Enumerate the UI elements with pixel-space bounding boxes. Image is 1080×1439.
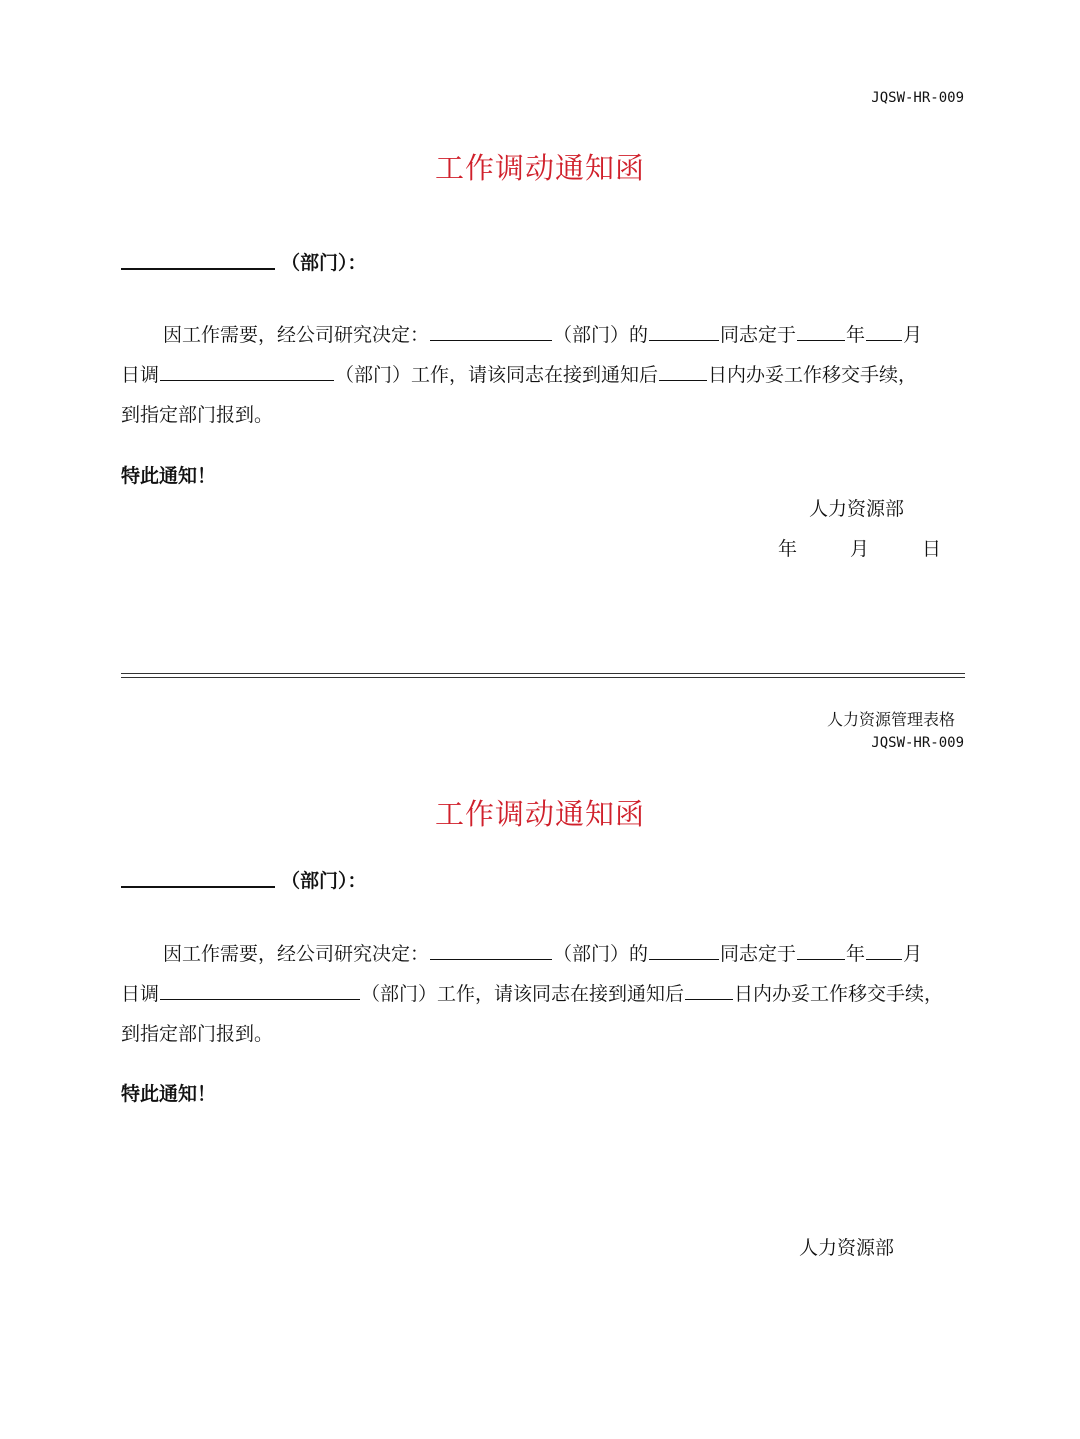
- line2-suffix-2: 日内办妥工作移交手续，: [734, 983, 944, 1005]
- date-month-label: 月: [850, 538, 870, 560]
- signer: 人力资源部: [809, 498, 905, 520]
- line2-middle-2: （部门）工作，请该同志在接到通知后: [361, 983, 685, 1005]
- year-blank: [797, 321, 845, 341]
- line2-prefix: 日调: [121, 364, 160, 386]
- line2-prefix-2: 日调: [121, 983, 160, 1005]
- comrade-label: 同志定于: [720, 324, 797, 346]
- year-label-2: 年: [846, 943, 866, 965]
- addressee-dept-blank: [121, 267, 275, 270]
- date-day-label: 日: [922, 538, 942, 560]
- page-title-2: 工作调动通知函: [434, 797, 645, 831]
- to-dept-blank-2: [160, 980, 360, 1000]
- addressee-suffix-2: （部门）：: [281, 870, 367, 892]
- from-dept-blank: [430, 321, 552, 341]
- line2-suffix: 日内办妥工作移交手续，: [708, 364, 918, 386]
- date-year-label: 年: [778, 538, 798, 560]
- to-dept-blank: [160, 361, 334, 381]
- notice-line-2-2: [121, 979, 943, 1006]
- notice-line-3: 到指定部门报到。: [121, 404, 274, 426]
- sign-date: [778, 534, 941, 561]
- month-blank-2: [866, 940, 902, 960]
- line1-prefix: 因工作需要，经公司研究决定：: [163, 324, 430, 346]
- addressee-suffix: （部门）：: [281, 252, 367, 274]
- section-divider: [121, 673, 965, 678]
- notice-line-1: [163, 320, 922, 347]
- notice-line-3-2: 到指定部门报到。: [121, 1023, 274, 1045]
- closing-text-2: 特此通知！: [121, 1083, 217, 1105]
- notice-line-2: [121, 360, 917, 387]
- line1-prefix-2: 因工作需要，经公司研究决定：: [163, 943, 430, 965]
- addressee-dept-blank-2: [121, 885, 275, 888]
- form-code-2: JQSW-HR-009: [871, 735, 964, 751]
- dept-label-2: （部门）的: [553, 943, 649, 965]
- month-label: 月: [903, 324, 923, 346]
- days-blank-2: [685, 980, 733, 1000]
- page-title: 工作调动通知函: [434, 151, 645, 185]
- year-label: 年: [846, 324, 866, 346]
- month-label-2: 月: [903, 943, 923, 965]
- days-blank: [659, 361, 707, 381]
- closing-text: 特此通知！: [121, 465, 217, 487]
- dept-label: （部门）的: [553, 324, 649, 346]
- year-blank-2: [797, 940, 845, 960]
- form-category: 人力资源管理表格: [826, 710, 955, 729]
- employee-name-blank-2: [649, 940, 719, 960]
- comrade-label-2: 同志定于: [720, 943, 797, 965]
- line2-middle: （部门）工作，请该同志在接到通知后: [335, 364, 659, 386]
- signer-2: 人力资源部: [799, 1237, 895, 1259]
- from-dept-blank-2: [430, 940, 552, 960]
- employee-name-blank: [649, 321, 719, 341]
- notice-line-1-2: [163, 939, 922, 966]
- month-blank: [866, 321, 902, 341]
- form-code: JQSW-HR-009: [871, 90, 964, 106]
